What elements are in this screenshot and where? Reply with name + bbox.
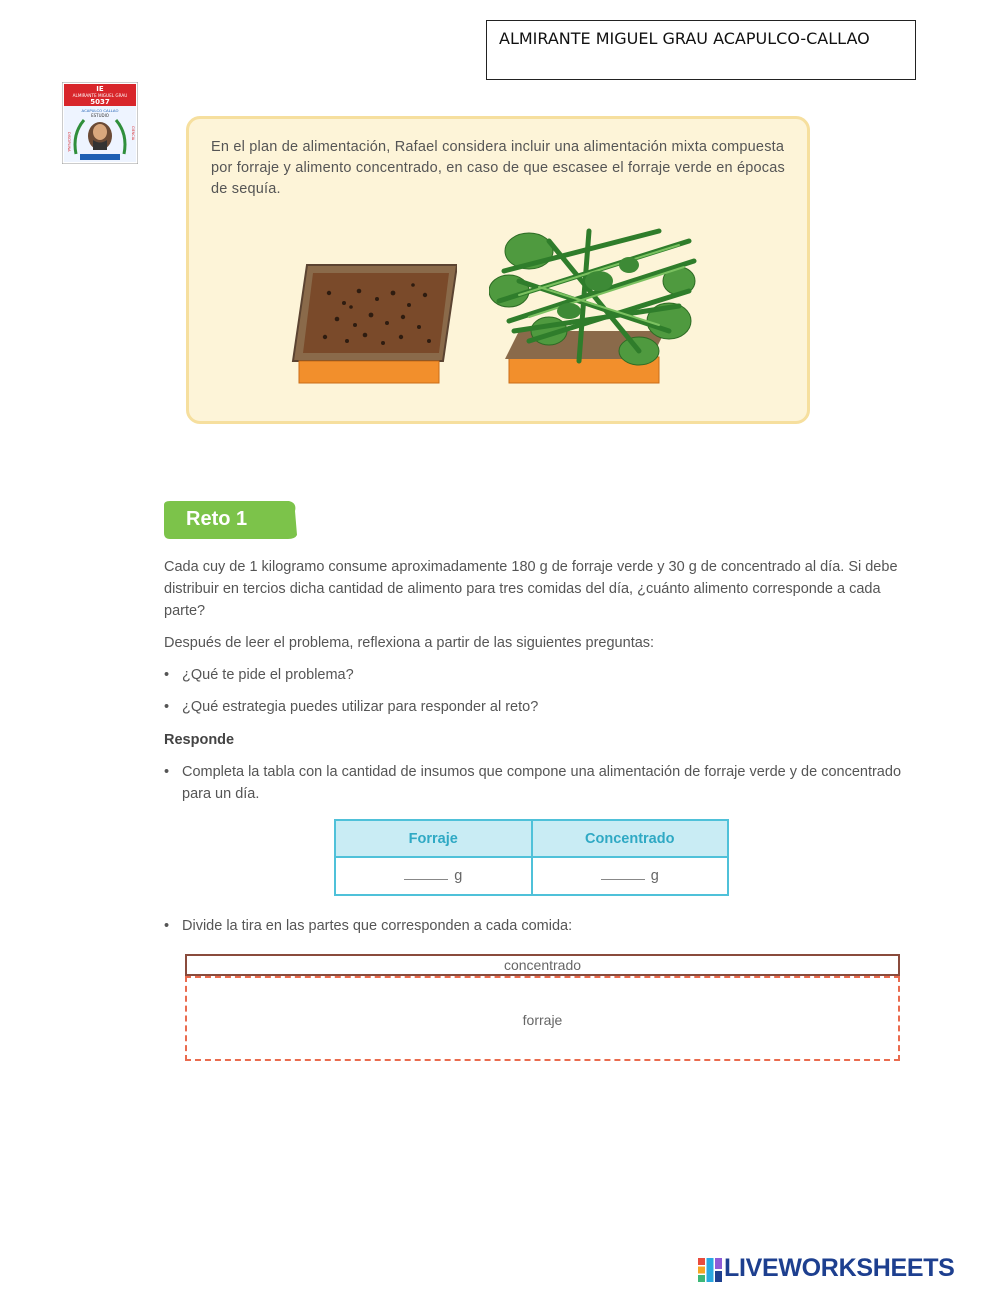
header-forraje: Forraje	[335, 820, 532, 857]
forage-tray-image	[489, 221, 701, 387]
crest-motto-3: CIENCIA	[131, 126, 135, 141]
school-name: ALMIRANTE MIGUEL GRAU ACAPULCO-CALLAO	[499, 29, 870, 48]
forraje-strip[interactable]	[185, 976, 900, 1061]
unit-label: g	[454, 868, 463, 884]
crest-ie: IE	[96, 85, 104, 93]
school-name-box	[486, 20, 916, 80]
liveworksheets-logo-icon	[698, 1258, 722, 1282]
problem-text: Cada cuy de 1 kilogramo consume aproximadamente 180 g de forraje verde y 30 g de concentrado al día. Si debe distribuir en tercios dicha cantidad de alimento para tres comidas del día, ¿cuánto alimento corresponde a cada parte?	[164, 559, 898, 619]
forraje-strip-top-border	[185, 976, 900, 978]
concentrado-answer-cell[interactable]	[532, 857, 729, 895]
crest-number: 5037	[90, 98, 110, 106]
crest-motto-2: DISCIPLINA	[67, 132, 71, 152]
question-text: ¿Qué te pide el problema?	[182, 667, 354, 683]
table-instruction-text: Completa la tabla con la cantidad de insumos que compone una alimentación de forraje verde y de concentrado para un día.	[182, 764, 902, 802]
forraje-answer-blank[interactable]	[404, 879, 448, 880]
concentrado-answer-blank[interactable]	[601, 879, 645, 880]
table-instruction: • Completa la tabla con la cantidad de insumos que compone una alimentación de forraje verde y de concentrado para un día.	[164, 764, 902, 802]
concentrado-strip-label: concentrado	[503, 957, 582, 973]
question-text: ¿Qué estrategia puedes utilizar para responder al reto?	[182, 699, 539, 715]
forraje-strip-label: forraje	[522, 1012, 563, 1028]
crest-motto-1: ESTUDIO	[91, 113, 109, 118]
story-box	[186, 116, 810, 424]
school-crest-logo	[62, 82, 138, 164]
crest-name: ALMIRANTE MIGUEL GRAU	[72, 93, 128, 98]
strip-instruction: • Divide la tira en las partes que corresponden a cada comida:	[164, 918, 573, 934]
amounts-table	[334, 819, 729, 896]
forraje-answer-cell[interactable]	[335, 857, 532, 895]
question-item: • ¿Qué te pide el problema?	[164, 667, 354, 683]
unit-label: g	[650, 868, 659, 884]
liveworksheets-brand: LIVEWORKSHEETS	[724, 1254, 955, 1282]
question-item: • ¿Qué estrategia puedes utilizar para responder al reto?	[164, 699, 539, 715]
strip-instruction-text: Divide la tira en las partes que corresponden a cada comida:	[182, 918, 573, 934]
concentrado-strip[interactable]	[185, 954, 900, 976]
concentrate-tray-image	[289, 263, 457, 387]
crest-location: ACAPULCO CALLAO	[81, 108, 119, 113]
respond-heading: Responde	[164, 732, 235, 748]
story-text: En el plan de alimentación, Rafael considera incluir una alimentación mixta compuesta por forraje y alimento concentrado, en caso de que escasee el forraje verde en épocas de sequía.	[211, 139, 785, 197]
reflect-text: Después de leer el problema, reflexiona a partir de las siguientes preguntas:	[164, 635, 655, 651]
header-concentrado: Concentrado	[532, 820, 729, 857]
reto-badge-label: Reto 1	[186, 508, 248, 530]
